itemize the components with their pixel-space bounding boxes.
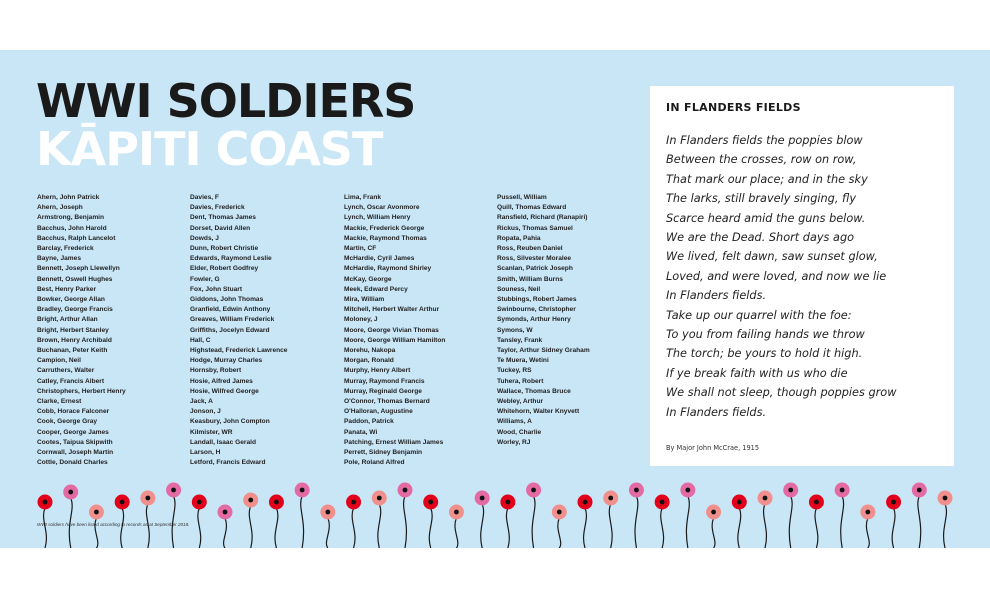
poppy-icon xyxy=(835,483,850,549)
soldier-name: Pussell, William xyxy=(497,194,547,201)
soldier-name: Bradley, George Francis xyxy=(37,306,113,314)
soldier-name: Best, Henry Parker xyxy=(37,285,97,293)
soldier-name: Dorset, David Allen xyxy=(190,224,251,232)
soldier-name: Te Muera, Wetini xyxy=(497,357,549,365)
soldier-name: Dent, Thomas James xyxy=(190,214,256,222)
poem-line: Take up our quarrel with the foe: xyxy=(666,308,852,322)
poem-line: We are the Dead. Short days ago xyxy=(666,231,855,245)
poppy-icon xyxy=(500,495,515,549)
soldier-name: Hall, C xyxy=(190,336,211,344)
soldier-name: Worley, RJ xyxy=(497,438,531,446)
soldier-name: Wallace, Thomas Bruce xyxy=(497,387,571,395)
poppy-icon xyxy=(243,493,258,549)
soldier-name: Lima, Frank xyxy=(344,194,382,201)
soldier-name: Jack, A xyxy=(190,398,213,406)
soldier-name: Hosie, Wilfred George xyxy=(190,387,259,395)
soldier-name: Ropata, Pahia xyxy=(497,234,541,242)
poppy-icon xyxy=(912,483,927,549)
poppy-icon xyxy=(372,491,387,549)
soldier-name: Landall, Isaac Gerald xyxy=(190,438,256,446)
soldier-name: Campion, Neil xyxy=(37,357,81,365)
soldier-name: Ahern, Joseph xyxy=(37,204,83,212)
soldier-name: Smith, William Burns xyxy=(497,275,563,283)
soldier-name: Scanlan, Patrick Joseph xyxy=(497,265,573,273)
soldier-name: Barclay, Frederick xyxy=(37,245,94,253)
page-subtitle: KĀPITI COAST xyxy=(36,122,383,176)
poppy-icon xyxy=(578,495,593,549)
memorial-panel xyxy=(0,50,990,548)
poppy-icon xyxy=(938,491,953,549)
soldier-name: Clarke, Ernest xyxy=(37,398,82,406)
soldier-name: Edwards, Raymond Leslie xyxy=(190,255,272,263)
poem-line: We lived, felt dawn, saw sunset glow, xyxy=(666,250,878,264)
poem-line: Loved, and were loved, and now we lie xyxy=(666,269,887,283)
poppy-icon xyxy=(63,485,78,549)
soldier-name: Greaves, William Frederick xyxy=(190,316,275,324)
soldier-name: Brown, Henry Archibald xyxy=(37,336,112,344)
poppy-icon xyxy=(732,495,747,549)
soldier-name: Letford, Francis Edward xyxy=(190,459,266,467)
soldier-name: Larson, H xyxy=(190,449,221,457)
soldier-name: Williams, A xyxy=(497,418,532,426)
soldier-name: Moore, George Vivian Thomas xyxy=(344,326,439,334)
poem-line: We shall not sleep, though poppies grow xyxy=(666,386,897,400)
poppy-icon xyxy=(603,491,618,549)
soldier-name: Highstead, Frederick Lawrence xyxy=(190,347,288,355)
soldier-name: Bennett, Oswell Hughes xyxy=(37,275,113,283)
soldier-name: Cornwall, Joseph Martin xyxy=(37,449,114,457)
soldier-name: Carruthers, Walter xyxy=(37,367,95,375)
poem-line: To you from failing hands we throw xyxy=(666,328,865,342)
soldier-name: Davies, F xyxy=(190,194,219,201)
soldier-name: Fowler, G xyxy=(190,275,220,283)
soldier-name: Cook, George Gray xyxy=(37,418,98,426)
poem-line: Scarce heard amid the guns below. xyxy=(666,211,866,225)
poppy-icon xyxy=(758,491,773,549)
soldier-name: Cottle, Donald Charles xyxy=(37,459,108,467)
soldier-name: Lynch, William Henry xyxy=(344,214,411,222)
soldier-name: Murray, Raymond Francis xyxy=(344,377,425,385)
poppy-icon xyxy=(140,491,155,549)
soldier-name: Cootes, Taipua Skipwith xyxy=(37,438,113,446)
soldier-name: Rickus, Thomas Samuel xyxy=(497,224,573,232)
soldier-name: Tansley, Frank xyxy=(497,336,543,344)
soldier-name: Hornsby, Robert xyxy=(190,367,242,375)
soldier-name: Perrett, Sidney Benjamin xyxy=(344,449,423,457)
poem-line: If ye break faith with us who die xyxy=(666,366,848,380)
soldier-name: Griffiths, Jocelyn Edward xyxy=(190,326,270,334)
poem-line: Between the crosses, row on row, xyxy=(666,153,857,167)
soldier-name: Mitchell, Herbert Walter Arthur xyxy=(344,306,440,314)
poppy-icon xyxy=(166,483,181,549)
soldier-name: Murray, Reginald George xyxy=(344,387,422,395)
poppy-icon xyxy=(629,483,644,549)
poppy-icon xyxy=(860,505,875,549)
poem-line: In Flanders fields. xyxy=(666,405,767,419)
soldier-name: Bright, Herbert Stanley xyxy=(37,326,109,334)
soldier-name: Ross, Reuben Daniel xyxy=(497,245,563,253)
soldier-name: Webley, Arthur xyxy=(497,398,544,406)
poppy-icon xyxy=(218,505,233,549)
poppy-icon xyxy=(809,495,824,549)
soldier-name: Meek, Edward Percy xyxy=(344,285,408,293)
soldier-name: McKay, George xyxy=(344,275,392,283)
soldier-name: Moloney, J xyxy=(344,316,378,324)
poppy-icon xyxy=(38,495,53,549)
poem-line: That mark our place; and in the sky xyxy=(666,172,868,186)
poppy-icon xyxy=(192,495,207,549)
poem-line: The larks, still bravely singing, fly xyxy=(666,192,857,206)
soldier-name: Panata, Wi xyxy=(344,428,378,436)
poppy-icon xyxy=(269,495,284,549)
soldier-name: Lynch, Oscar Avonmore xyxy=(344,204,420,212)
poppy-icon xyxy=(449,505,464,549)
soldier-name: Ransfield, Richard (Ranapiri) xyxy=(497,214,588,222)
soldier-name: Hodge, Murray Charles xyxy=(190,357,263,365)
soldier-name: Mackie, Raymond Thomas xyxy=(344,234,427,242)
page-title: WWI SOLDIERS xyxy=(36,74,416,128)
soldier-name: Christophers, Herbert Henry xyxy=(37,387,126,395)
soldier-name: Cobb, Horace Falconer xyxy=(37,408,110,416)
soldier-name: Morgan, Ronald xyxy=(344,357,394,365)
soldier-name: Martin, CF xyxy=(344,245,377,253)
poppy-icon xyxy=(398,483,413,549)
poppy-icon xyxy=(320,505,335,549)
poppy-icon xyxy=(655,495,670,549)
soldier-name: Elder, Robert Godfrey xyxy=(190,265,259,273)
poppy-icon xyxy=(526,483,541,549)
soldier-name: McHardie, Raymond Shirley xyxy=(344,265,432,273)
soldier-name: Morehu, Nakopa xyxy=(344,347,396,355)
soldier-name: Dunn, Robert Christie xyxy=(190,245,259,253)
soldier-name: O'Connor, Thomas Bernard xyxy=(344,398,430,406)
soldier-name: Symons, W xyxy=(497,326,533,334)
poem-attribution: By Major John McCrae, 1915 xyxy=(666,444,760,452)
soldier-name: Taylor, Arthur Sidney Graham xyxy=(497,347,590,355)
poem-line: In Flanders fields the poppies blow xyxy=(666,134,863,147)
soldier-name: Fox, John Stuart xyxy=(190,285,243,293)
soldier-name: Keasbury, John Compton xyxy=(190,418,270,426)
soldier-name: Bacchus, Ralph Lancelot xyxy=(37,234,116,242)
soldier-name: Ahern, John Patrick xyxy=(37,194,100,201)
soldier-name: Quill, Thomas Edward xyxy=(497,204,567,212)
soldier-name: Murphy, Henry Albert xyxy=(344,367,411,375)
soldier-name: Granfield, Edwin Anthony xyxy=(190,306,271,314)
soldier-name: O'Halloran, Augustine xyxy=(344,408,413,416)
poppy-icon xyxy=(89,505,104,549)
soldier-name: Armstrong, Benjamin xyxy=(37,214,105,222)
soldier-name: Dowds, J xyxy=(190,234,219,242)
soldier-name: Wood, Charlie xyxy=(497,428,542,436)
poppy-icon xyxy=(115,495,130,549)
soldier-name: Pole, Roland Alfred xyxy=(344,459,405,467)
poppy-icon xyxy=(552,505,567,549)
soldier-name: Cooper, George James xyxy=(37,428,109,436)
soldier-name: Patching, Ernest William James xyxy=(344,438,444,446)
poppy-icon xyxy=(706,505,721,549)
soldier-name: McHardie, Cyril James xyxy=(344,255,415,263)
soldier-name: Mira, William xyxy=(344,296,385,304)
poppy-icon xyxy=(346,495,361,549)
soldier-name: Tuhera, Robert xyxy=(497,377,544,385)
soldier-name: Swinbourne, Christopher xyxy=(497,306,576,314)
poem-line: The torch; be yours to hold it high. xyxy=(666,347,863,361)
soldier-name: Bright, Arthur Allan xyxy=(37,316,98,324)
soldier-name: Kilmister, WR xyxy=(190,428,233,436)
soldier-name: Catley, Francis Albert xyxy=(37,377,105,385)
soldier-name: Symonds, Arthur Henry xyxy=(497,316,571,324)
soldier-name: Bacchus, John Harold xyxy=(37,224,107,232)
soldier-name: Ross, Silvester Moralee xyxy=(497,255,572,263)
soldier-name: Whitehorn, Walter Knyvett xyxy=(497,408,580,416)
soldier-name: Hosie, Alfred James xyxy=(190,377,253,385)
soldier-name: Bowker, George Allan xyxy=(37,296,105,304)
soldier-name: Souness, Neil xyxy=(497,285,541,293)
poppy-icon xyxy=(475,491,490,549)
poppy-icon xyxy=(295,483,310,549)
soldier-name: Moore, George William Hamilton xyxy=(344,336,446,344)
poppy-icon xyxy=(423,495,438,549)
poem-line: In Flanders fields. xyxy=(666,289,767,303)
soldier-name: Jonson, J xyxy=(190,408,221,416)
soldier-name: Paddon, Patrick xyxy=(344,418,394,426)
soldier-name: Buchanan, Peter Keith xyxy=(37,347,108,355)
soldier-name: Mackie, Frederick George xyxy=(344,224,425,232)
poppy-icon xyxy=(886,495,901,549)
soldier-name: Bennett, Joseph Llewellyn xyxy=(37,265,120,273)
poppy-icon xyxy=(783,483,798,549)
poem-title: IN FLANDERS FIELDS xyxy=(666,101,801,114)
soldier-name: Tuckey, RS xyxy=(497,367,532,375)
poppy-icon xyxy=(680,483,695,549)
poppy-border xyxy=(0,50,990,548)
soldier-name: Stubbings, Robert James xyxy=(497,296,577,304)
records-footnote: WWI soldiers have been listed according to records as at September 2018. xyxy=(37,522,190,527)
soldier-name: Davies, Frederick xyxy=(190,204,245,212)
soldier-name: Bayne, James xyxy=(37,255,81,263)
soldier-name: Giddons, John Thomas xyxy=(190,296,264,304)
